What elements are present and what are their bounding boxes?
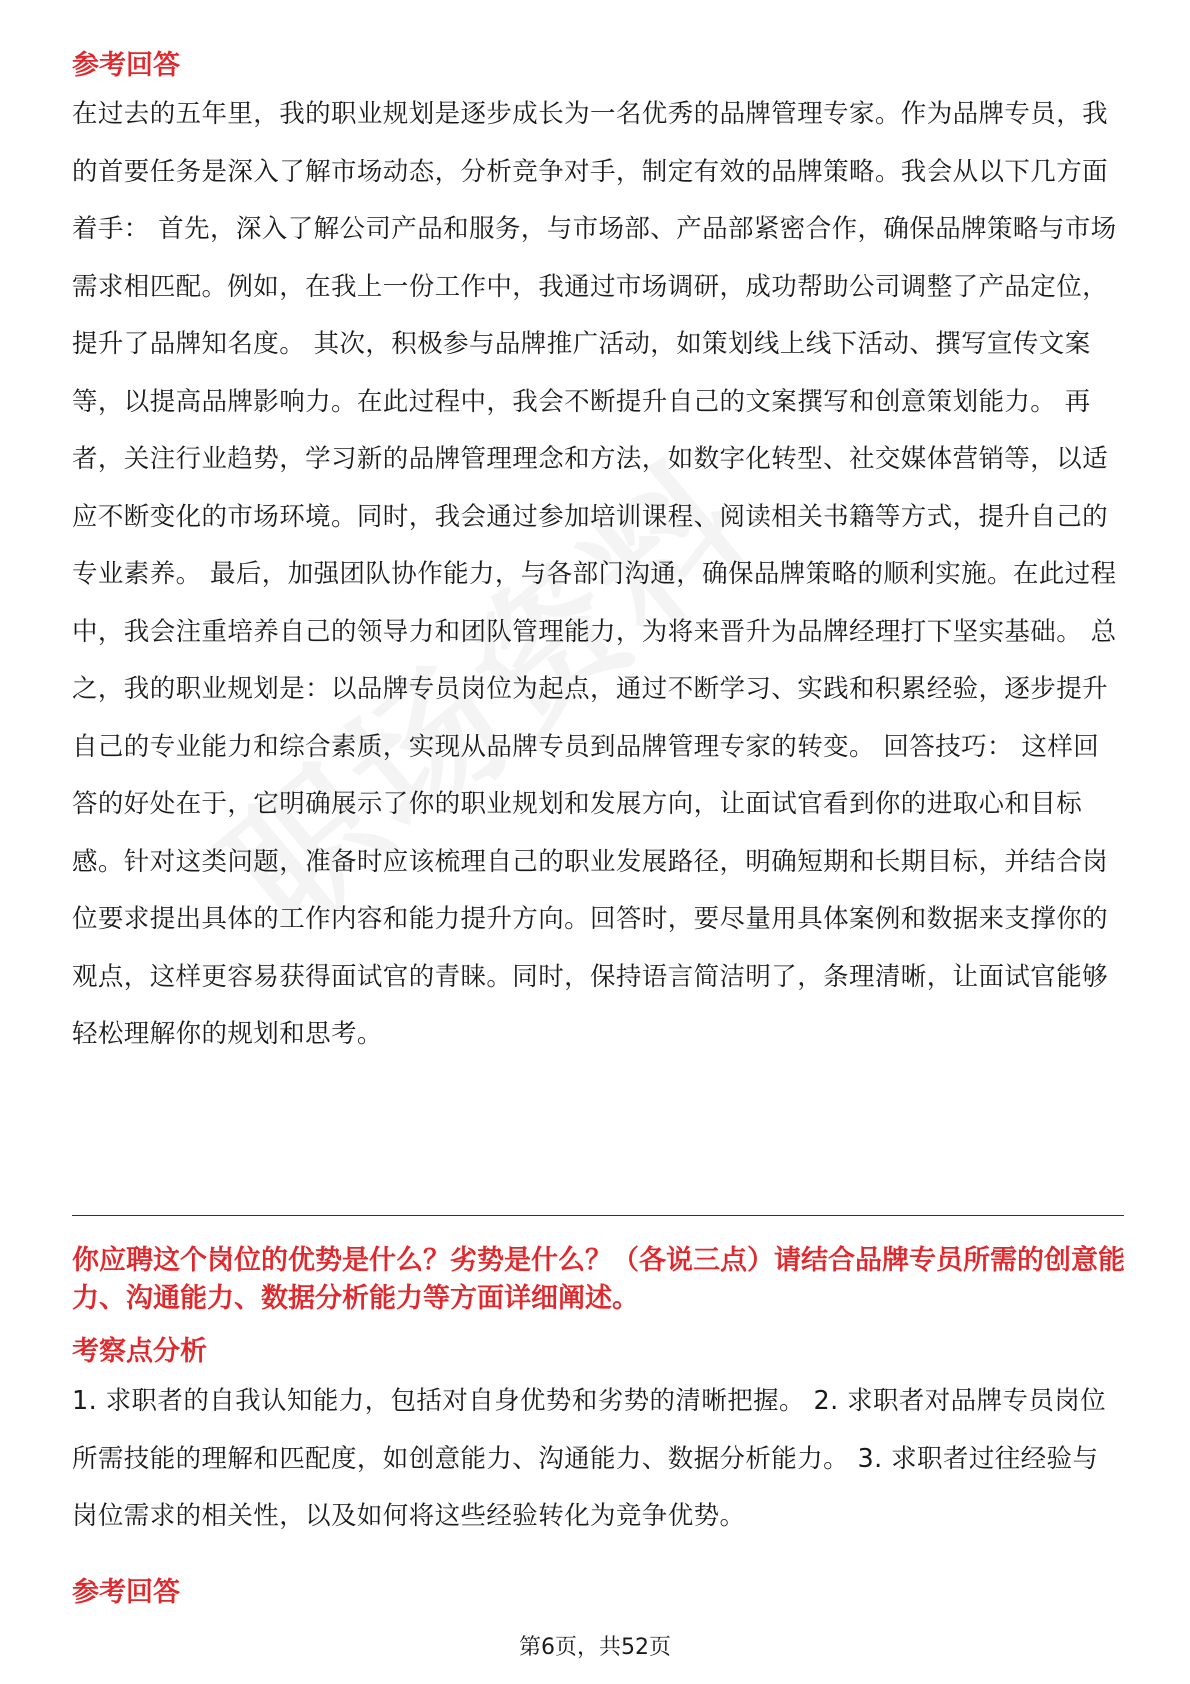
analysis-heading: 考察点分析 — [72, 1336, 207, 1367]
reference-answer-heading: 参考回答 — [72, 50, 180, 81]
reference-answer-text: 在过去的五年里，我的职业规划是逐步成长为一名优秀的品牌管理专家。作为品牌专员，我的首要任务是深入了解市场动态，分析竞争对手，制定有效的品牌策略。我会从以下几方面着手： 首先，深入了解公司产品和服务，与市场部、产品部紧密合作，确保品牌策略与市场需求相匹配。例如，在我上一份工作中，我通过市场调研，成功帮助公司调整了产品定位，提升了品牌知名度。 其次，积极参与品牌推广活动，如策划线上线下活动、撰写宣传文案等，以提高品牌影响力。在此过程中，我会不断提升自己的文案撰写和创意策划能力。 再者，关注行业趋势，学习新的品牌管理理念和方法，如数字化转型、社交媒体营销等，以适应不断变化的市场环境。同时，我会通过参加培训课程、阅读相关书籍等方式，提升自己的专业素养。 最后，加强团队协作能力，与各部门沟通，确保品牌策略的顺利实施。在此过程中，我会注重培养自己的领导力和团队管理能力，为将来晋升为品牌经理打下坚实基础。 总之，我的职业规划是：以品牌专员岗位为起点，通过不断学习、实践和积累经验，逐步提升自己的专业能力和综合素质，实现从品牌专员到品牌管理专家的转变。 回答技巧： 这样回答的好处在于，它明确展示了你的职业规划和发展方向，让面试官看到你的进取心和目标感。针对这类问题，准备时应该梳理自己的职业发展路径，明确短期和长期目标，并结合岗位要求提出具体的工作内容和能力提升方向。回答时，要尽量用具体案例和数据来支撑你的观点，这样更容易获得面试官的青睐。同时，保持语言简洁明了，条理清晰，让面试官能够轻松理解你的规划和思考。 — [72, 99, 1117, 1049]
page-number: 第6页，共52页 — [519, 1635, 671, 1660]
reference-answer-heading-2: 参考回答 — [72, 1577, 180, 1608]
interview-question: 你应聘这个岗位的优势是什么？劣势是什么？（各说三点）请结合品牌专员所需的创意能力、沟通能力、数据分析能力等方面详细阐述。 — [72, 1245, 1125, 1314]
analysis-text: 1. 求职者的自我认知能力，包括对自身优势和劣势的清晰把握。 2. 求职者对品牌专员岗位所需技能的理解和匹配度，如创意能力、沟通能力、数据分析能力。 3. 求职者过往经验与岗位需求的相关性，以及如何将这些经验转化为竞争优势。 — [72, 1386, 1107, 1531]
section-divider — [72, 1215, 1124, 1216]
